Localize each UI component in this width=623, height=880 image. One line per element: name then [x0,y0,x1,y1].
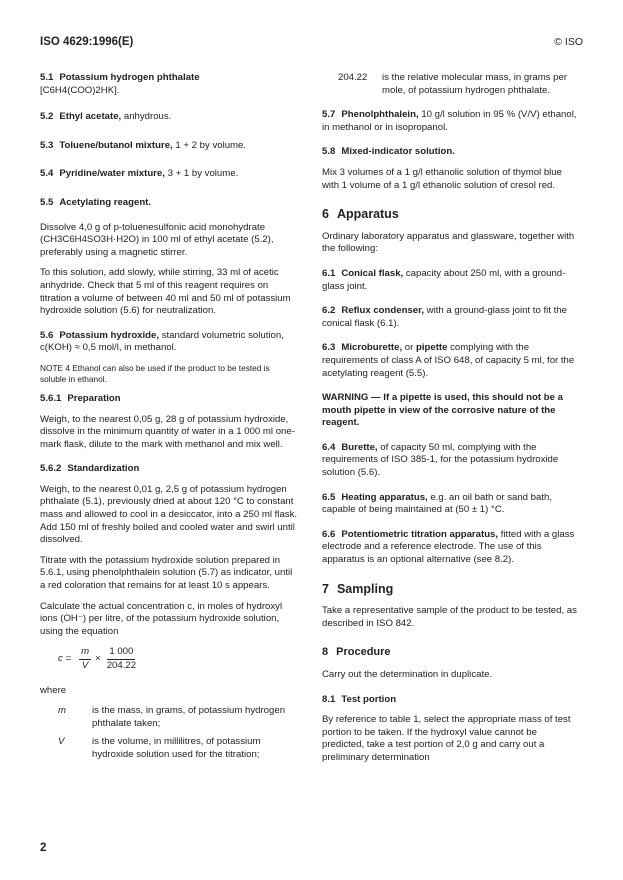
warning: WARNING — If a pipette is used, this should not be a mouth pipette in view of the corrosive nature of the reagent. [322,392,563,429]
clause-5-5: 5.5 Acetylating reagent. [40,196,152,208]
clause-6-4: 6.4 Burette, of capacity 50 ml, complying with the requirements of ISO 385-1, for the potassium hydroxide solution (5.6). [322,441,559,479]
clause-5-2: 5.2 Ethyl acetate, anhydrous. [40,111,172,123]
section-6-heading: 6 Apparatus [322,207,399,222]
section-7-heading: 7 Sampling [322,581,394,596]
clause-5-7: 5.7 Phenolphthalein, 10 g/l solution in 95 % (V/V) ethanol, in methanol or in isopropanol. [322,109,577,133]
paragraph: Calculate the actual concentration c, in moles of hydroxyl ions (OH⁻) per litre, of the potassium hydroxide solution, using the equation [40,600,283,637]
clause-5-6-2: 5.6.2 Standardization [40,463,140,475]
clause-5-1: 5.1 Potassium hydrogen phthalate [C6H4(COO)2HK]. [40,72,200,96]
right-column [322,72,580,773]
paragraph: Take a representative sample of the product to be tested, as described in ISO 842. [322,605,577,629]
clause-5-6-1: 5.6.1 Preparation [40,392,121,404]
clause-6-3: 6.3 Microburette, or pipette complying with the requirements of class A of ISO 648, of capacity 5 ml, for the acetylating reagent (5.5). [322,342,575,379]
left-column [40,72,298,768]
paragraph: Weigh, to the nearest 0,05 g, 28 g of potassium hydroxide, dissolve in the minimum quantity of water in a 1 000 ml one-mark flask, dilute to the mark with methanol and mix well. [40,413,295,450]
concentration-equation: c = $\frac{m}{V}$ × $\frac{1 000}{204.22}$ [58,646,137,671]
definition-item: m is the mass, in grams, of potassium hydrogen phthalate taken; [58,705,286,729]
clause-6-1: 6.1 Conical flask, capacity about 250 ml, with a ground-glass joint. [322,267,566,292]
clause-5-6: 5.6 Potassium hydroxide, standard volumetric solution, c(KOH) ≈ 0,5 mol/l, in methanol. [40,329,284,354]
paragraph: Ordinary laboratory apparatus and glassware, together with the following: [322,230,575,255]
iso-copyright: © ISO [554,36,583,48]
paragraph: Titrate with the potassium hydroxide solution prepared in 5.6.1, using phenolphthalein solution (5.7) as indicator, until a red coloration that remains for at least 10 s appears. [40,554,293,592]
clause-8-1: 8.1 Test portion [322,693,397,705]
paragraph: Mix 3 volumes of a 1 g/l ethanolic solution of thymol blue with 1 volume of a 1 g/l ethanolic solution of cresol red. [322,166,562,191]
document-id: ISO 4629:1996(E) [40,36,134,48]
clause-5-8: 5.8 Mixed-indicator solution. [322,146,455,158]
paragraph: Weigh, to the nearest 0,01 g, 2,5 g of potassium hydrogen phthalate (5.1), previously dried at about 120 °C to constant mass and allowed to cool in a desiccator, into a 250 ml flask. Add 150 ml of freshly boiled and cooled water and swirl until dissolved. [40,483,298,546]
paragraph: By reference to table 1, select the appropriate mass of test portion to be taken. If the hydroxyl value cannot be predicted, take a test portion of 2,0 g and carry out a preliminary determination [322,714,571,763]
paragraph: To this solution, add slowly, while stirring, 33 ml of acetic anhydride. Check that 5 ml of this reagent requires on titration a volume of between 40 ml and 50 ml of potassium hydroxide solution (5.6) for neutralization. [40,267,291,317]
clause-5-3: 5.3 Toluene/butanol mixture, 1 + 2 by volume. [40,139,247,151]
paragraph: Carry out the determination in duplicate. [322,669,493,680]
clause-6-2: 6.2 Reflux condenser, with a ground-glass joint to fit the conical flask (6.1). [322,305,567,329]
clause-6-6: 6.6 Potentiometric titration apparatus, fitted with a glass electrode and a reference electrode. The use of this apparatus is an optional alternative (see 8.2). [322,528,575,566]
formula: [C6H4(COO)2HK]. [40,84,120,96]
clause-6-5: 6.5 Heating apparatus, e.g. an oil bath or sand bath, capable of being maintained at (50 ± 1) °C. [322,491,552,516]
paragraph: Dissolve 4,0 g of p-toluenesulfonic acid monohydrate (CH3C6H4SO3H·H2O) in 100 ml of ethyl acetate (5.2), preferably using a magnetic stirrer. [40,221,274,258]
note-4: NOTE 4 Ethanol can also be used if the product to be tested is soluble in ethanol. [40,362,270,384]
section-8-heading: 8 Procedure [322,646,391,659]
clause-5-4: 5.4 Pyridine/water mixture, 3 + 1 by volume. [40,168,239,180]
page-number: 2 [40,842,47,854]
definition-item: 204.22 is the relative molecular mass, in grams per mole, of potassium hydrogen phthalate. [338,72,568,96]
definition-list [40,705,298,761]
definition-item: V is the volume, in millilitres, of potassium hydroxide solution used for the titration; [58,736,261,760]
where-label: where [40,684,67,696]
